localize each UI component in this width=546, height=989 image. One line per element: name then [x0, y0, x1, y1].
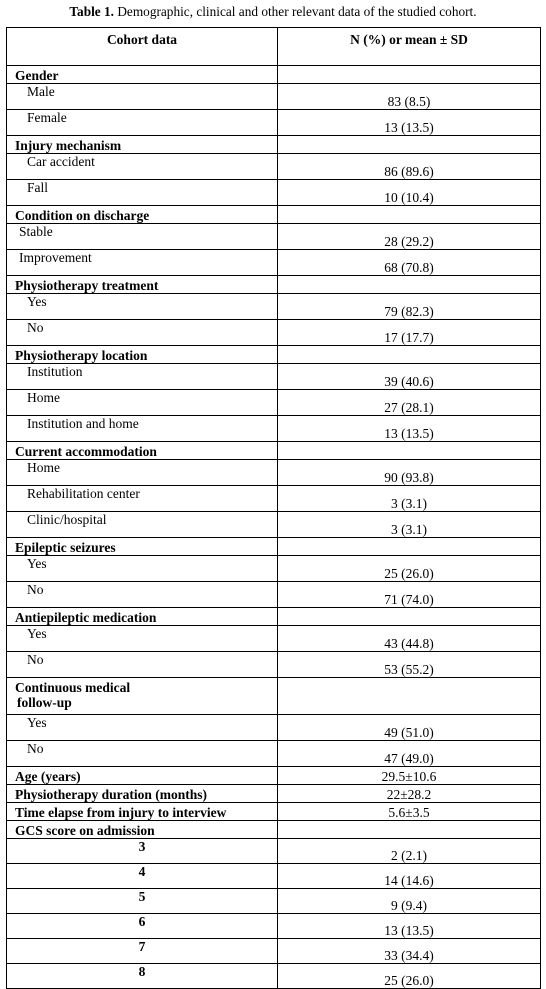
section-row [7, 538, 541, 556]
row-value: 33 (34.4) [278, 939, 541, 964]
row-label: Time elapse from injury to interview [7, 803, 278, 821]
table-row [7, 914, 541, 939]
row-value: 49 (51.0) [278, 715, 541, 741]
section-empty [278, 442, 541, 460]
row-value: 3 (3.1) [278, 486, 541, 512]
row-label: Yes [7, 294, 278, 320]
row-label: Fall [7, 180, 278, 206]
table-row [7, 390, 541, 416]
row-value: 22±28.2 [278, 785, 541, 803]
row-value: 83 (8.5) [278, 84, 541, 110]
row-label: Home [7, 390, 278, 416]
row-label: Age (years) [7, 767, 278, 785]
cohort-table [6, 27, 541, 989]
table-row [7, 294, 541, 320]
section-row [7, 442, 541, 460]
table-row [7, 84, 541, 110]
row-value: 14 (14.6) [278, 864, 541, 889]
section-title: GCS score on admission [7, 821, 278, 839]
table-row [7, 785, 541, 803]
caption-text: Demographic, clinical and other relevant data of the studied cohort. [114, 4, 477, 19]
section-empty [278, 538, 541, 556]
row-value: 43 (44.8) [278, 626, 541, 652]
section-empty [278, 821, 541, 839]
section-title: Physiotherapy location [7, 346, 278, 364]
row-label: Car accident [7, 154, 278, 180]
section-title: Gender [7, 66, 278, 84]
section-row [7, 276, 541, 294]
section-title [7, 678, 278, 715]
section-row [7, 136, 541, 154]
table-row [7, 154, 541, 180]
table-row [7, 180, 541, 206]
row-value: 13 (13.5) [278, 110, 541, 136]
row-value: 25 (26.0) [278, 964, 541, 989]
section-row [7, 821, 541, 839]
row-value: 17 (17.7) [278, 320, 541, 346]
section-row [7, 346, 541, 364]
table-row [7, 741, 541, 767]
gcs-score: 8 [7, 964, 278, 989]
row-label: No [7, 320, 278, 346]
row-label: Improvement [7, 250, 278, 276]
row-label: Yes [7, 715, 278, 741]
table-row [7, 250, 541, 276]
table-row [7, 460, 541, 486]
row-label: Yes [7, 556, 278, 582]
row-value: 53 (55.2) [278, 652, 541, 678]
table-row [7, 652, 541, 678]
row-label: Clinic/hospital [7, 512, 278, 538]
row-label: No [7, 652, 278, 678]
table-row [7, 964, 541, 989]
table-row [7, 364, 541, 390]
table-row [7, 556, 541, 582]
row-label: Rehabilitation center [7, 486, 278, 512]
table-row [7, 110, 541, 136]
row-label: No [7, 582, 278, 608]
row-label: No [7, 741, 278, 767]
row-value: 79 (82.3) [278, 294, 541, 320]
section-empty [278, 136, 541, 154]
section-row [7, 66, 541, 84]
row-value: 28 (29.2) [278, 224, 541, 250]
row-value: 71 (74.0) [278, 582, 541, 608]
section-title: Injury mechanism [7, 136, 278, 154]
row-value: 13 (13.5) [278, 914, 541, 939]
table-row [7, 839, 541, 864]
section-title: Condition on discharge [7, 206, 278, 224]
row-value: 27 (28.1) [278, 390, 541, 416]
section-empty [278, 678, 541, 715]
row-label: Physiotherapy duration (months) [7, 785, 278, 803]
table-row [7, 224, 541, 250]
row-label: Stable [7, 224, 278, 250]
row-label: Male [7, 84, 278, 110]
row-value: 2 (2.1) [278, 839, 541, 864]
gcs-score: 6 [7, 914, 278, 939]
row-label: Home [7, 460, 278, 486]
row-value: 39 (40.6) [278, 364, 541, 390]
section-title-line1: Continuous medical [15, 680, 131, 695]
gcs-score: 5 [7, 889, 278, 914]
row-label: Institution and home [7, 416, 278, 442]
section-empty [278, 608, 541, 626]
table-row [7, 767, 541, 785]
section-row [7, 206, 541, 224]
caption-label: Table 1. [69, 4, 114, 19]
section-empty [278, 276, 541, 294]
table-row [7, 715, 541, 741]
row-value: 68 (70.8) [278, 250, 541, 276]
gcs-score: 3 [7, 839, 278, 864]
section-row [7, 678, 541, 715]
row-value: 9 (9.4) [278, 889, 541, 914]
gcs-score: 7 [7, 939, 278, 964]
row-value: 90 (93.8) [278, 460, 541, 486]
row-value: 29.5±10.6 [278, 767, 541, 785]
table-row [7, 939, 541, 964]
table-caption [0, 4, 546, 20]
table-row [7, 803, 541, 821]
row-value: 10 (10.4) [278, 180, 541, 206]
table-row [7, 486, 541, 512]
table-row [7, 416, 541, 442]
row-label: Yes [7, 626, 278, 652]
table-row [7, 889, 541, 914]
row-label: Female [7, 110, 278, 136]
table-row [7, 512, 541, 538]
row-value: 13 (13.5) [278, 416, 541, 442]
gcs-score: 4 [7, 864, 278, 889]
section-title-line2: follow-up [17, 695, 72, 710]
section-title: Epileptic seizures [7, 538, 278, 556]
row-label: Institution [7, 364, 278, 390]
row-value: 86 (89.6) [278, 154, 541, 180]
header-cohort-data: Cohort data [7, 28, 278, 66]
table-row [7, 864, 541, 889]
header-value: N (%) or mean ± SD [278, 28, 541, 66]
row-value: 25 (26.0) [278, 556, 541, 582]
section-title: Current accommodation [7, 442, 278, 460]
table-header-row [7, 28, 541, 66]
section-row [7, 608, 541, 626]
table-row [7, 320, 541, 346]
section-empty [278, 66, 541, 84]
section-empty [278, 206, 541, 224]
row-value: 5.6±3.5 [278, 803, 541, 821]
section-empty [278, 346, 541, 364]
section-title: Physiotherapy treatment [7, 276, 278, 294]
table-row [7, 626, 541, 652]
section-title: Antiepileptic medication [7, 608, 278, 626]
row-value: 47 (49.0) [278, 741, 541, 767]
table-row [7, 582, 541, 608]
row-value: 3 (3.1) [278, 512, 541, 538]
